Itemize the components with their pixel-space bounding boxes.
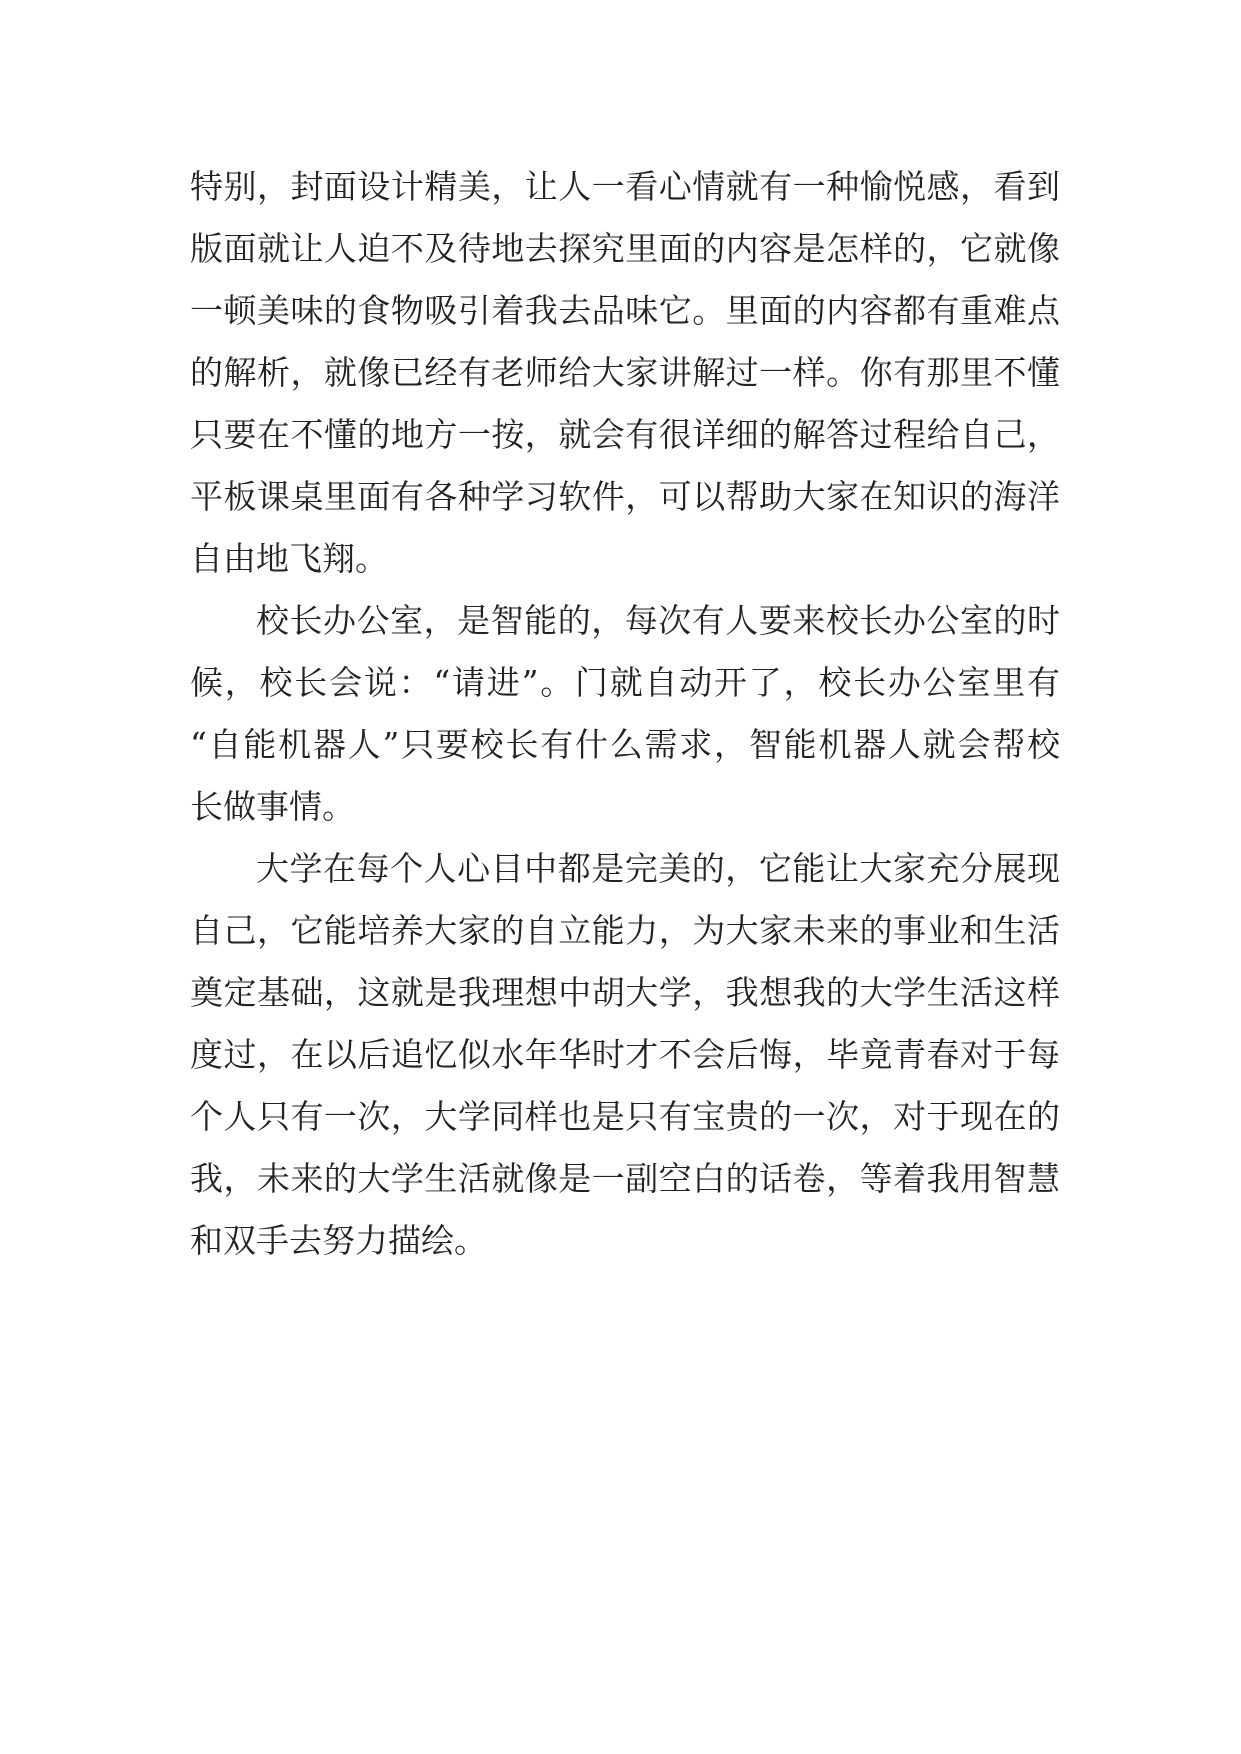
document-body: [190, 156, 1060, 1272]
paragraph-1-line-4: 的解析，就像已经有老师给大家讲解过一样。你有那里不懂: [190, 353, 1060, 392]
paragraph-3-line-4: 度过，在以后追忆似水年华时才不会后悔，毕竟青春对于每: [190, 1035, 1060, 1074]
paragraph-1-line-5: 只要在不懂的地方一按，就会有很详细的解答过程给自己，: [190, 415, 1060, 454]
paragraph-1-line-2: 版面就让人迫不及待地去探究里面的内容是怎样的，它就像: [190, 229, 1060, 268]
paragraph-3-line-5: 个人只有一次，大学同样也是只有宝贵的一次，对于现在的: [190, 1097, 1060, 1136]
paragraph-3-line-7: 和双手去努力描绘。: [190, 1221, 487, 1260]
paragraph-1-line-7: 自由地飞翔。: [190, 539, 388, 578]
paragraph-1-line-3: 一顿美味的食物吸引着我去品味它。里面的内容都有重难点: [190, 291, 1060, 330]
paragraph-3-line-3: 奠定基础，这就是我理想中胡大学，我想我的大学生活这样: [190, 973, 1060, 1012]
paragraph-3-line-2: 自己，它能培养大家的自立能力，为大家未来的事业和生活: [190, 911, 1060, 950]
paragraph-2-line-4: 长做事情。: [190, 787, 355, 826]
paragraph-3-line-6: 我，未来的大学生活就像是一副空白的话卷，等着我用智慧: [190, 1159, 1060, 1198]
paragraph-1-line-1: 特别，封面设计精美，让人一看心情就有一种愉悦感，看到: [190, 167, 1060, 206]
paragraph-3-line-1: 大学在每个人心目中都是完美的，它能让大家充分展现: [256, 849, 1060, 888]
paragraph-2-line-2: 候，校长会说：“请进”。门就自动开了，校长办公室里有: [190, 663, 1060, 702]
paragraph-1-line-6: 平板课桌里面有各种学习软件，可以帮助大家在知识的海洋: [190, 477, 1060, 516]
paragraph-2-line-1: 校长办公室，是智能的，每次有人要来校长办公室的时: [256, 601, 1060, 640]
paragraph-2-line-3: “自能机器人”只要校长有什么需求，智能机器人就会帮校: [190, 725, 1060, 764]
